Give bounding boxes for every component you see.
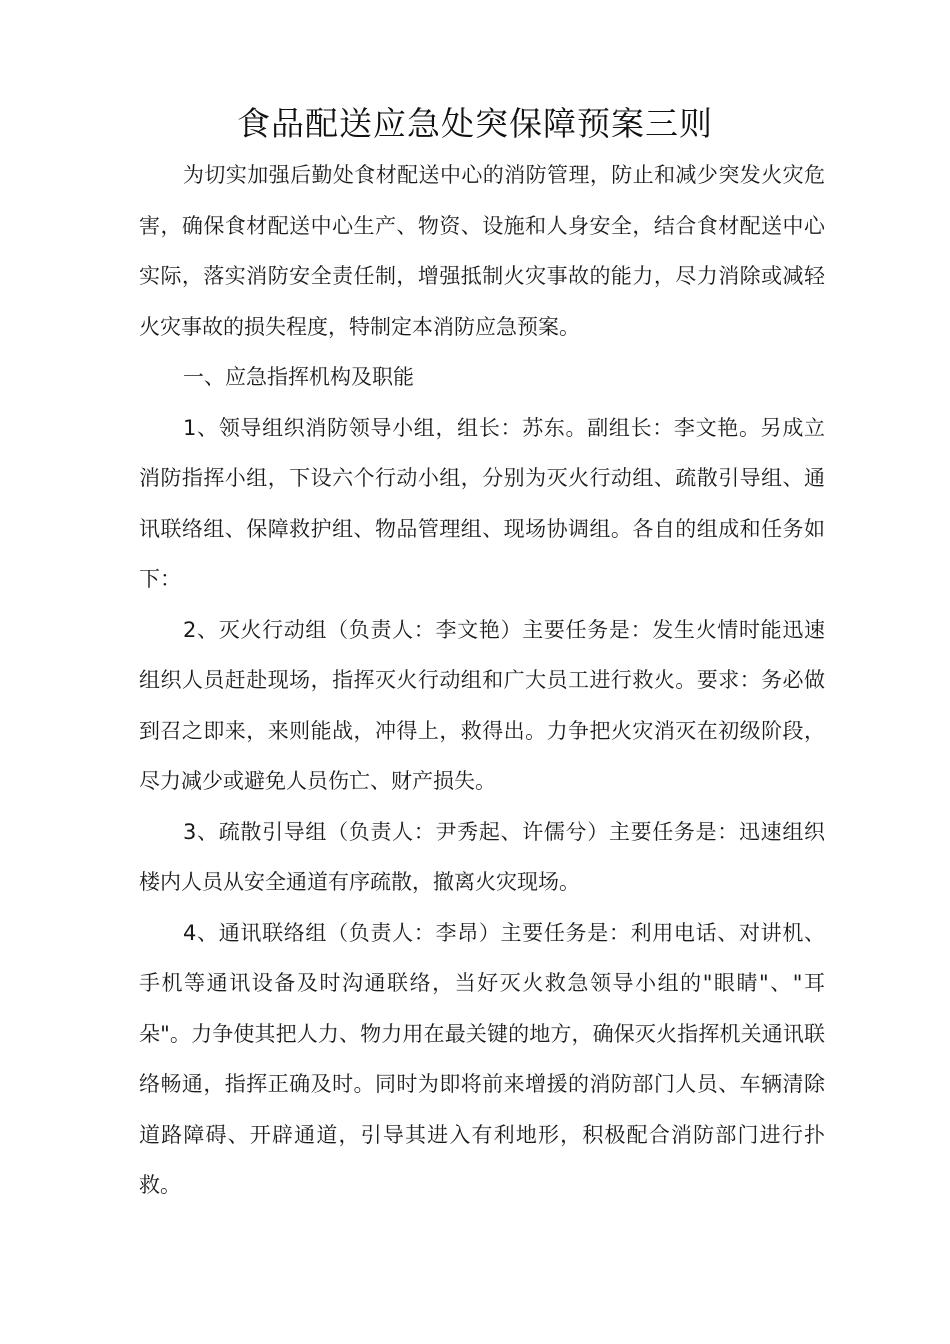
item-1-paragraph: 1、领导组织消防领导小组，组长：苏东。副组长：李文艳。另成立消防指挥小组，下设六个行动小组，分别为灭火行动组、疏散引导组、通讯联络组、保障救护组、物品管理组、现场协调组。各自的组成和任务如下：	[139, 415, 825, 591]
document-body	[139, 150, 825, 1211]
section-heading: 一、应急指挥机构及职能	[183, 365, 414, 389]
document-title: 食品配送应急处突保障预案三则	[237, 104, 713, 143]
item-3-paragraph: 3、疏散引导组（负责人：尹秀起、许儒兮）主要任务是：迅速组织楼内人员从安全通道有序疏散，撤离火灾现场。	[139, 819, 825, 894]
item-4-paragraph: 4、通讯联络组（负责人：李昂）主要任务是：利用电话、对讲机、手机等通讯设备及时沟通联络，当好灭火救急领导小组的"眼睛"、"耳朵"。力争使其把人力、物力用在最关键的地方，确保灭火指挥机关通讯联络畅通，指挥正确及时。同时为即将前来增援的消防部门人员、车辆清除道路障碍、开辟通道，引导其进入有利地形，积极配合消防部门进行扑救。	[139, 920, 825, 1197]
intro-paragraph: 为切实加强后勤处食材配送中心的消防管理，防止和减少突发火灾危害，确保食材配送中心生产、物资、设施和人身安全，结合食材配送中心实际，落实消防安全责任制，增强抵制火灾事故的能力，尽力消除或减轻火灾事故的损失程度，特制定本消防应急预案。	[139, 163, 825, 339]
item-2-paragraph: 2、灭火行动组（负责人：李文艳）主要任务是：发生火情时能迅速组织人员赶赴现场，指挥灭火行动组和广大员工进行救火。要求：务必做到召之即来，来则能战，冲得上，救得出。力争把火灾消灭在初级阶段，尽力减少或避免人员伤亡、财产损失。	[139, 617, 825, 793]
